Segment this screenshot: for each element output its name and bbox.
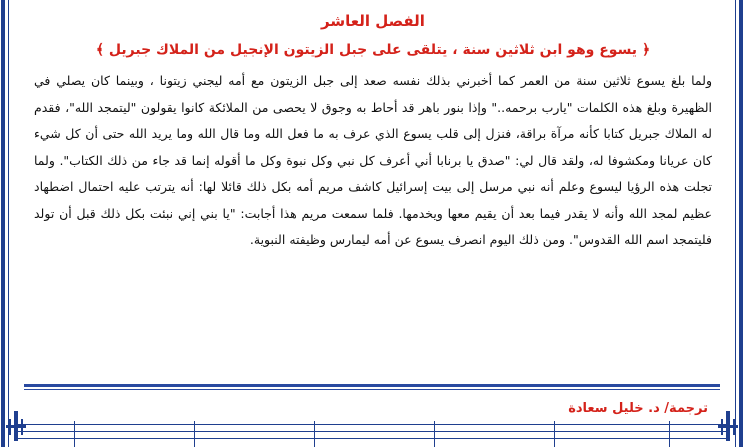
- page-border-right-inner: [735, 0, 736, 447]
- chapter-subtitle: ﴿ يسوع وهو ابن ثلاثين سنة ، يتلقى على جبل الزيتون الإنجيل من الملاك جبريل ﴾: [95, 42, 651, 58]
- page-border-right: [739, 0, 743, 447]
- translator-credit: ترجمة/ د. خليل سعادة: [568, 401, 708, 416]
- footer-rule-thick: [24, 384, 720, 387]
- page-content: [34, 0, 712, 254]
- footer-rule-thin: [24, 389, 720, 390]
- decorative-bottom-band: [14, 421, 730, 447]
- page-border-left-inner: [8, 0, 9, 447]
- chapter-title: الفصل العاشر: [321, 12, 425, 30]
- corner-ornament-right: [716, 411, 740, 441]
- body-paragraph: ولما بلغ يسوع ثلاثين سنة من العمر كما أخبرني بذلك نفسه صعد إلى جبل الزيتون مع أمه ليجني زيتونا ، وبينما كان يصلي في الظهيرة وبلغ هذه الكلمات "يارب برحمه.." وإذا بنور باهر قد أحاط به وجوق لا يحصى من الملائكة كانوا يقولون "ليتمجد الله"، فقدم له الملاك جبريل كتابا كأنه مرآة براقة، فنزل إلى قلب يسوع الذي عرف به ما فعل الله وما قال الله وما يريد الله حتى أن كل شيء كان عريانا ومكشوفا له، ولقد قال لي: "صدق يا برنابا أني أعرف كل نبي وكل نبوة وكل ما أقوله إنما قد جاء من ذلك الكتاب". ولما تجلت هذه الرؤيا ليسوع وعلم أنه نبي مرسل إلى بيت إسرائيل كاشف مريم أمه بكل ذلك قائلا لها: أنه يترتب عليه احتمال اضطهاد عظيم لمجد الله وأنه لا يقدر فيما بعد أن يقيم معها ويخدمها. فلما سمعت مريم هذا أجابت: "يا بني إني نبئت بكل ذلك قبل أن تولد فليتمجد اسم الله القدوس". ومن ذلك اليوم انصرف يسوع عن أمه ليمارس وظيفته النبوية.: [34, 73, 712, 247]
- corner-ornament-left: [4, 411, 28, 441]
- page-border-left: [1, 0, 5, 447]
